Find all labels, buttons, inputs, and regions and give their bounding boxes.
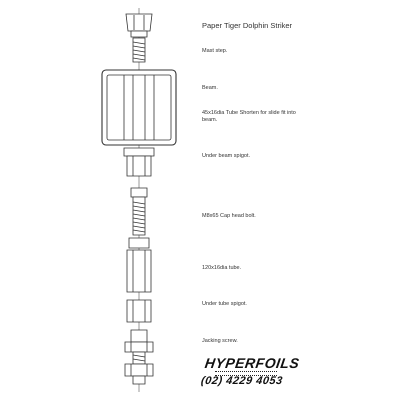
- beam-part: [102, 70, 176, 145]
- jacking-screw-part: [125, 330, 153, 384]
- hyperfoils-logo: [200, 355, 301, 391]
- cap-head-bolt-part: [131, 188, 147, 235]
- diagram-title: Paper Tiger Dolphin Striker: [202, 21, 293, 30]
- label-mast-step: Mast step.: [202, 48, 228, 54]
- label-beam: Beam.: [202, 85, 218, 91]
- under-tube-spigot-part: [127, 300, 151, 322]
- label-tube-line1: 45x16dia Tube Shorten for slide fit into: [202, 110, 296, 116]
- tube-120-part: [127, 238, 151, 292]
- upper-threaded-shaft: [133, 38, 145, 62]
- label-120-tube: 120x16dia tube.: [202, 265, 242, 271]
- logo-phone-number: (02) 4229 4053: [200, 375, 284, 387]
- label-cap-head-bolt: M8x65 Cap head bolt.: [202, 213, 256, 219]
- logo-brand-text: HYPERFOILS: [203, 355, 301, 371]
- mast-step-part: [126, 14, 152, 37]
- label-under-tube-spigot: Under tube spigot.: [202, 301, 247, 307]
- label-tube-line2: beam.: [202, 117, 218, 123]
- under-beam-spigot-part: [124, 148, 154, 176]
- label-jacking-screw: Jacking screw.: [202, 338, 238, 344]
- label-under-beam-spigot: Under beam spigot.: [202, 153, 250, 159]
